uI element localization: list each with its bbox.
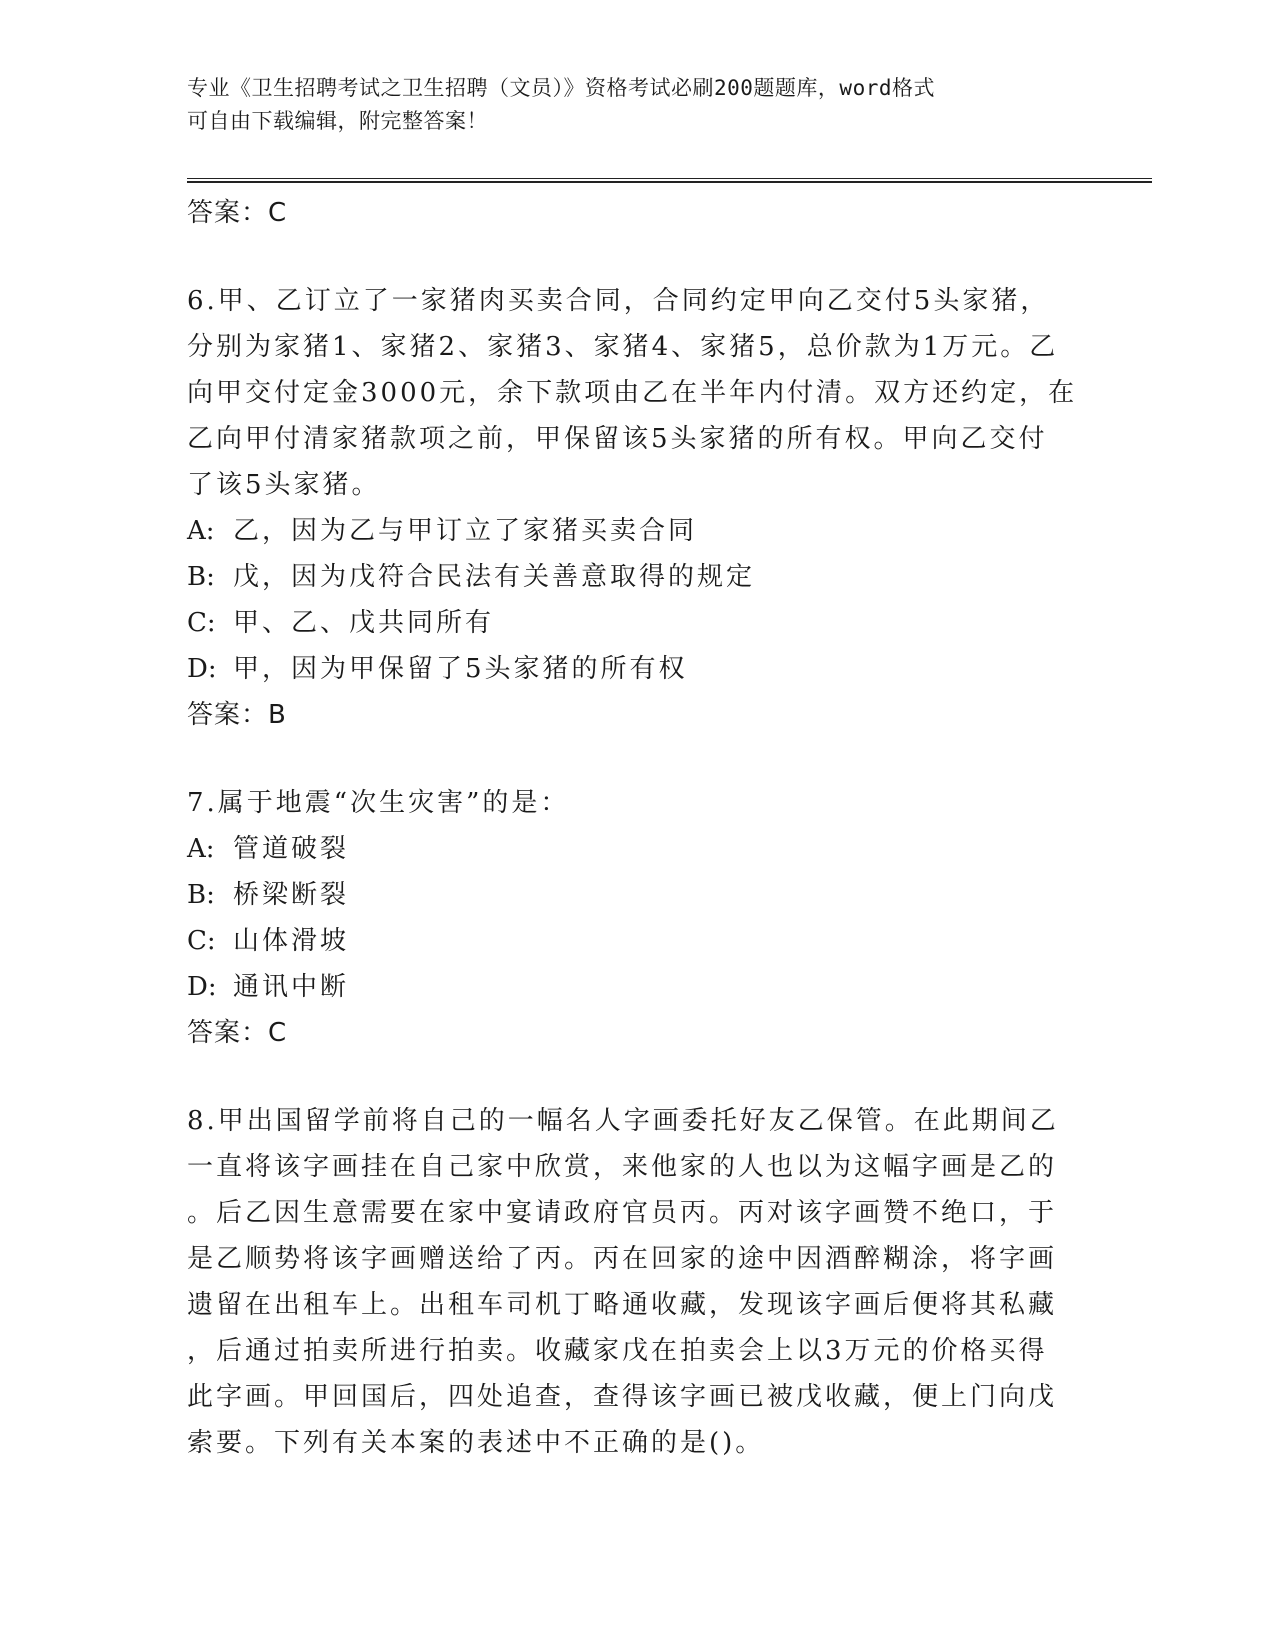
option-key: A:	[187, 834, 215, 864]
question-7	[187, 780, 1087, 1056]
option-key: D:	[187, 972, 217, 1002]
question-6-line: 分别为家猪1、家猪2、家猪3、家猪4、家猪5，总价款为1万元。乙	[187, 332, 1059, 362]
option-c	[187, 600, 1087, 646]
question-6-line: 6.甲、乙订立了一家猪肉买卖合同，合同约定甲向乙交付5头家猪，	[187, 286, 1050, 316]
question-8-line: 。后乙因生意需要在家中宴请政府官员丙。丙对该字画赞不绝口，于	[187, 1198, 1058, 1228]
question-8-line: 8.甲出国留学前将自己的一幅名人字画委托好友乙保管。在此期间乙	[187, 1106, 1059, 1136]
question-8-line: 是乙顺势将该字画赠送给了丙。丙在回家的途中因酒醉糊涂，将字画	[187, 1244, 1058, 1274]
option-text: 山体滑坡	[233, 926, 350, 956]
option-text: 甲，因为甲保留了5头家猪的所有权	[233, 654, 688, 684]
option-text: 甲、乙、戊共同所有	[233, 608, 495, 638]
question-8-line: 此字画。甲回国后，四处追查，查得该字画已被戊收藏，便上门向戊	[187, 1382, 1058, 1412]
question-8-line: 一直将该字画挂在自己家中欣赏，来他家的人也以为这幅字画是乙的	[187, 1152, 1058, 1182]
option-d	[187, 964, 1087, 1010]
option-text: 通讯中断	[233, 972, 350, 1002]
header-line-2: 可自由下载编辑，附完整答案！	[187, 109, 488, 133]
question-6-answer: 答案：B	[187, 700, 287, 730]
question-6	[187, 278, 1087, 738]
question-6-line: 乙向甲付清家猪款项之前，甲保留该5头家猪的所有权。甲向乙交付	[187, 424, 1048, 454]
question-8-line: ，后通过拍卖所进行拍卖。收藏家戊在拍卖会上以3万元的价格买得	[187, 1336, 1048, 1366]
question-7-answer: 答案：C	[187, 1018, 288, 1048]
option-a	[187, 508, 1087, 554]
spacer	[187, 738, 1087, 780]
header-divider-thick	[187, 181, 1152, 183]
question-6-line: 向甲交付定金3000元，余下款项由乙在半年内付清。双方还约定，在	[187, 378, 1078, 408]
option-b	[187, 554, 1087, 600]
option-text: 戊，因为戊符合民法有关善意取得的规定	[233, 562, 756, 592]
spacer	[187, 236, 1087, 278]
option-key: C:	[187, 926, 216, 956]
option-key: B:	[187, 880, 215, 910]
question-8	[187, 1098, 1087, 1466]
spacer	[187, 1056, 1087, 1098]
question-8-line: 遗留在出租车上。出租车司机丁略通收藏，发现该字画后便将其私藏	[187, 1290, 1058, 1320]
question-7-line: 7.属于地震“次生灾害”的是：	[187, 788, 570, 818]
option-key: C:	[187, 608, 216, 638]
header-divider-thin	[187, 178, 1152, 179]
option-d	[187, 646, 1087, 692]
document-header	[187, 72, 1067, 138]
option-text: 管道破裂	[233, 834, 350, 864]
answer-previous: 答案：C	[187, 198, 288, 228]
document-body	[187, 190, 1087, 1466]
option-key: A:	[187, 516, 215, 546]
question-8-line: 索要。下列有关本案的表述中不正确的是()。	[187, 1428, 765, 1458]
question-6-line: 了该5头家猪。	[187, 470, 381, 500]
option-key: B:	[187, 562, 215, 592]
option-a	[187, 826, 1087, 872]
option-b	[187, 872, 1087, 918]
option-key: D:	[187, 654, 217, 684]
option-c	[187, 918, 1087, 964]
option-text: 桥梁断裂	[233, 880, 350, 910]
option-text: 乙，因为乙与甲订立了家猪买卖合同	[233, 516, 698, 546]
header-line-1: 专业《卫生招聘考试之卫生招聘（文员）》资格考试必刷200题题库，word格式	[187, 76, 935, 100]
